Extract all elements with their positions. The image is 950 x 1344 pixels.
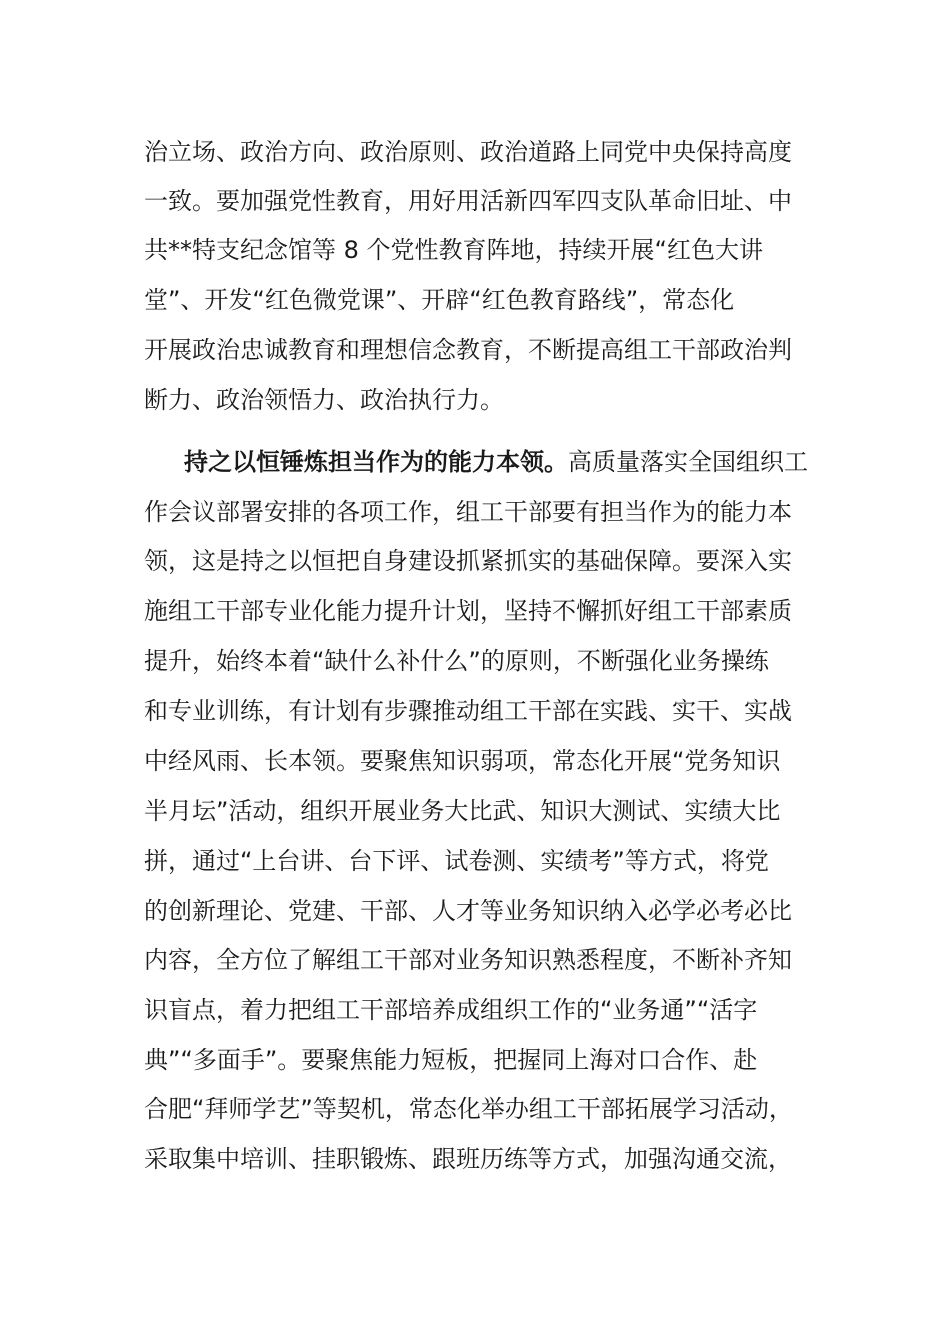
paragraph-2-first-line-text: 高质量落实全国组织工	[568, 448, 808, 476]
paragraph-2-line-5: 提升，始终本着“缺什么补什么”的原则，不断强化业务操练	[144, 647, 769, 675]
paragraph-1-line-6: 断力、政治领悟力、政治执行力。	[144, 386, 504, 414]
paragraph-2-line-15: 采取集中培训、挂职锻炼、跟班历练等方式，加强沟通交流，	[144, 1145, 792, 1173]
paragraph-1-line-1: 治立场、政治方向、政治原则、政治道路上同党中央保持高度	[144, 138, 792, 166]
paragraph-2-first-line	[184, 437, 834, 487]
paragraph-2-line-12: 识盲点，着力把组工干部培养成组织工作的“业务通”“活字	[144, 996, 758, 1024]
paragraph-2-line-8: 半月坛”活动，组织开展业务大比武、知识大测试、实绩大比	[144, 797, 781, 825]
paragraph-1-line-2: 一致。要加强党性教育，用好用活新四军四支队革命旧址、中	[144, 187, 792, 215]
paragraph-2-line-9: 拼，通过“上台讲、台下评、试卷测、实绩考”等方式，将党	[144, 847, 769, 875]
paragraph-2-line-6: 和专业训练，有计划有步骤推动组工干部在实践、实干、实战	[144, 697, 792, 725]
paragraph-2-line-2: 作会议部署安排的各项工作，组工干部要有担当作为的能力本	[144, 498, 792, 526]
paragraph-1-line-4: 堂”、开发“红色微党课”、开辟“红色教育路线”，常态化	[144, 286, 735, 314]
paragraph-2-line-3: 领，这是持之以恒把自身建设抓紧抓实的基础保障。要深入实	[144, 547, 792, 575]
paragraph-1-line-3: 共**特支纪念馆等 8 个党性教育阵地，持续开展“红色大讲	[144, 236, 763, 264]
paragraph-2-line-14: 合肥“拜师学艺”等契机，常态化举办组工干部拓展学习活动，	[144, 1095, 793, 1123]
paragraph-2-line-7: 中经风雨、长本领。要聚焦知识弱项，常态化开展“党务知识	[144, 747, 781, 775]
paragraph-2-line-10: 的创新理论、党建、干部、人才等业务知识纳入必学必考必比	[144, 897, 792, 925]
paragraph-2-line-4: 施组工干部专业化能力提升计划，坚持不懈抓好组工干部素质	[144, 597, 792, 625]
paragraph-2-heading: 持之以恒锤炼担当作为的能力本领。	[184, 448, 568, 476]
paragraph-2-line-13: 典”“多面手”。要聚焦能力短板，把握同上海对口合作、赴	[144, 1046, 758, 1074]
paragraph-1-line-5: 开展政治忠诚教育和理想信念教育，不断提高组工干部政治判	[144, 336, 792, 364]
paragraph-2-line-11: 内容，全方位了解组工干部对业务知识熟悉程度，不断补齐知	[144, 946, 792, 974]
